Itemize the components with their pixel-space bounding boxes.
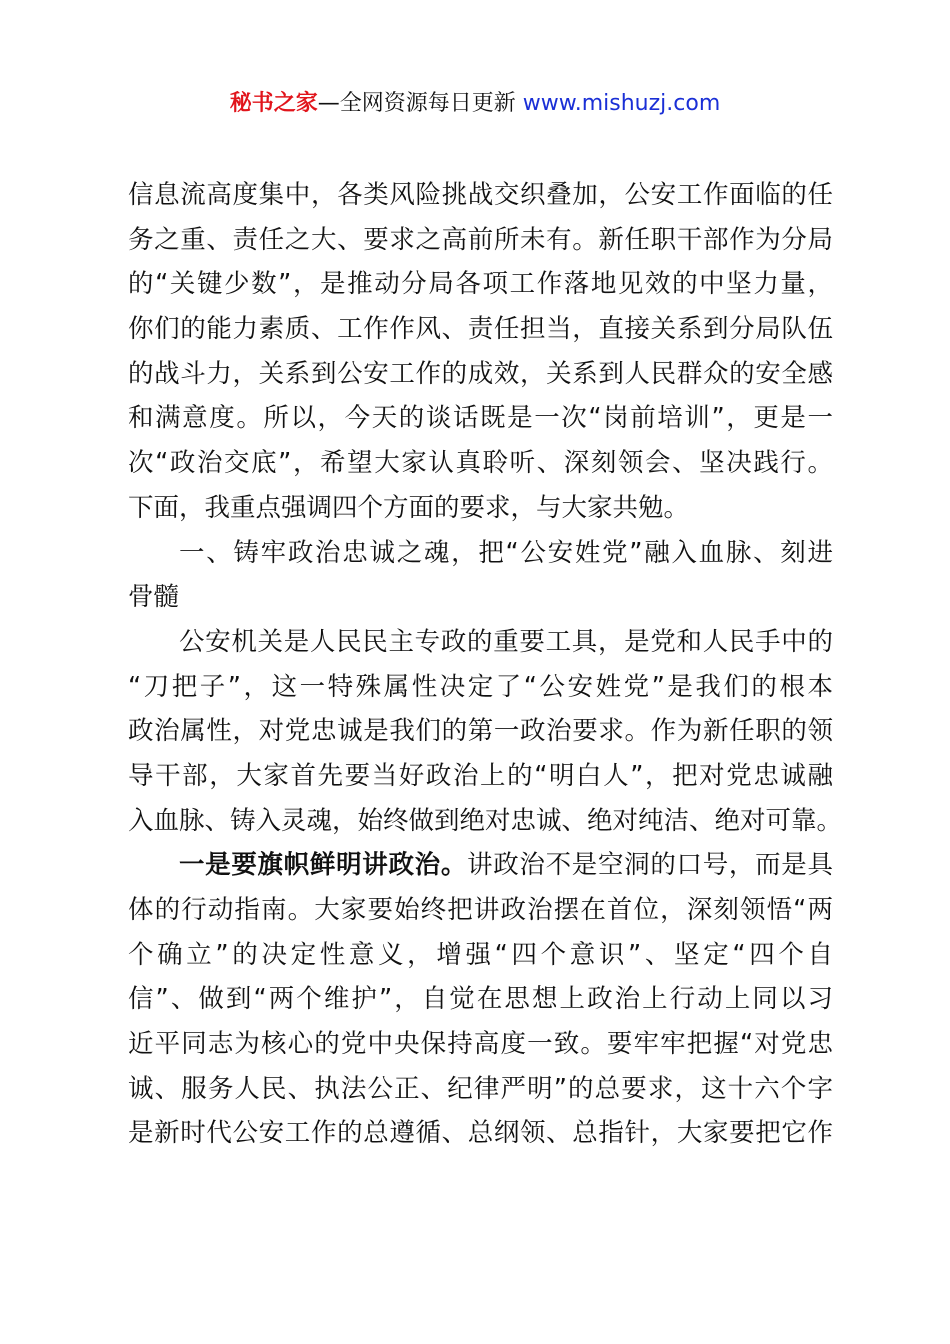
body-line: 入血脉、铸入灵魂，始终做到绝对忠诚、绝对纯洁、绝对可靠。 xyxy=(128,805,843,836)
body-line: 体的行动指南。大家要始终把讲政治摆在首位，深刻领悟“两 xyxy=(128,895,833,925)
body-line: 信”、做到“两个维护”，自觉在思想上政治上行动上同以习 xyxy=(128,984,833,1015)
body-line: 个确立”的决定性意义，增强“四个意识”、坚定“四个自 xyxy=(128,939,833,970)
body-line: 和满意度。所以，今天的谈话既是一次“岗前培训”，更是一 xyxy=(128,403,833,434)
body-line: “刀把子”，这一特殊属性决定了“公安姓党”是我们的根本 xyxy=(128,671,833,702)
body-line: 导干部，大家首先要当好政治上的“明白人”，把对党忠诚融 xyxy=(128,760,833,791)
lead-line-text: 讲政治不是空洞的口号，而是具 xyxy=(467,850,833,881)
body-line: 下面，我重点强调四个方面的要求，与大家共勉。 xyxy=(128,492,690,523)
body-line: 信息流高度集中，各类风险挑战交织叠加，公安工作面临的任 xyxy=(128,180,833,210)
body-line: 诚、服务人民、执法公正、纪律严明”的总要求，这十六个字 xyxy=(128,1073,833,1104)
body-line: 的战斗力，关系到公安工作的成效，关系到人民群众的安全感 xyxy=(128,358,833,389)
header-tagline: —全网资源每日更新 xyxy=(317,91,516,116)
body-line: 的“关键少数”，是推动分局各项工作落地见效的中坚力量， xyxy=(128,269,833,300)
section-heading: 一、铸牢政治忠诚之魂，把“公安姓党”融入血脉、刻进 xyxy=(179,537,833,568)
bold-lead: 一是要旗帜鲜明讲政治。 xyxy=(179,850,468,881)
site-url-link[interactable]: www.mishuzj.com xyxy=(522,91,721,116)
site-header xyxy=(0,88,950,120)
body-line: 近平同志为核心的党中央保持高度一致。要牢牢把握“对党忠 xyxy=(128,1029,833,1060)
body-line: 是新时代公安工作的总遵循、总纲领、总指针，大家要把它作 xyxy=(128,1118,833,1149)
document-body xyxy=(128,173,843,1156)
body-line: 公安机关是人民民主专政的重要工具，是党和人民手中的 xyxy=(179,626,833,657)
section-heading-continued: 骨髓 xyxy=(128,582,180,613)
body-line: 务之重、责任之大、要求之高前所未有。新任职干部作为分局 xyxy=(128,224,833,255)
body-line: 次“政治交底”，希望大家认真聆听、深刻领会、坚决践行。 xyxy=(128,448,833,479)
brand-name: 秘书之家 xyxy=(229,91,318,116)
body-line: 你们的能力素质、工作作风、责任担当，直接关系到分局队伍 xyxy=(128,314,833,345)
body-line-with-lead xyxy=(128,843,833,888)
body-line: 政治属性，对党忠诚是我们的第一政治要求。作为新任职的领 xyxy=(128,716,833,747)
